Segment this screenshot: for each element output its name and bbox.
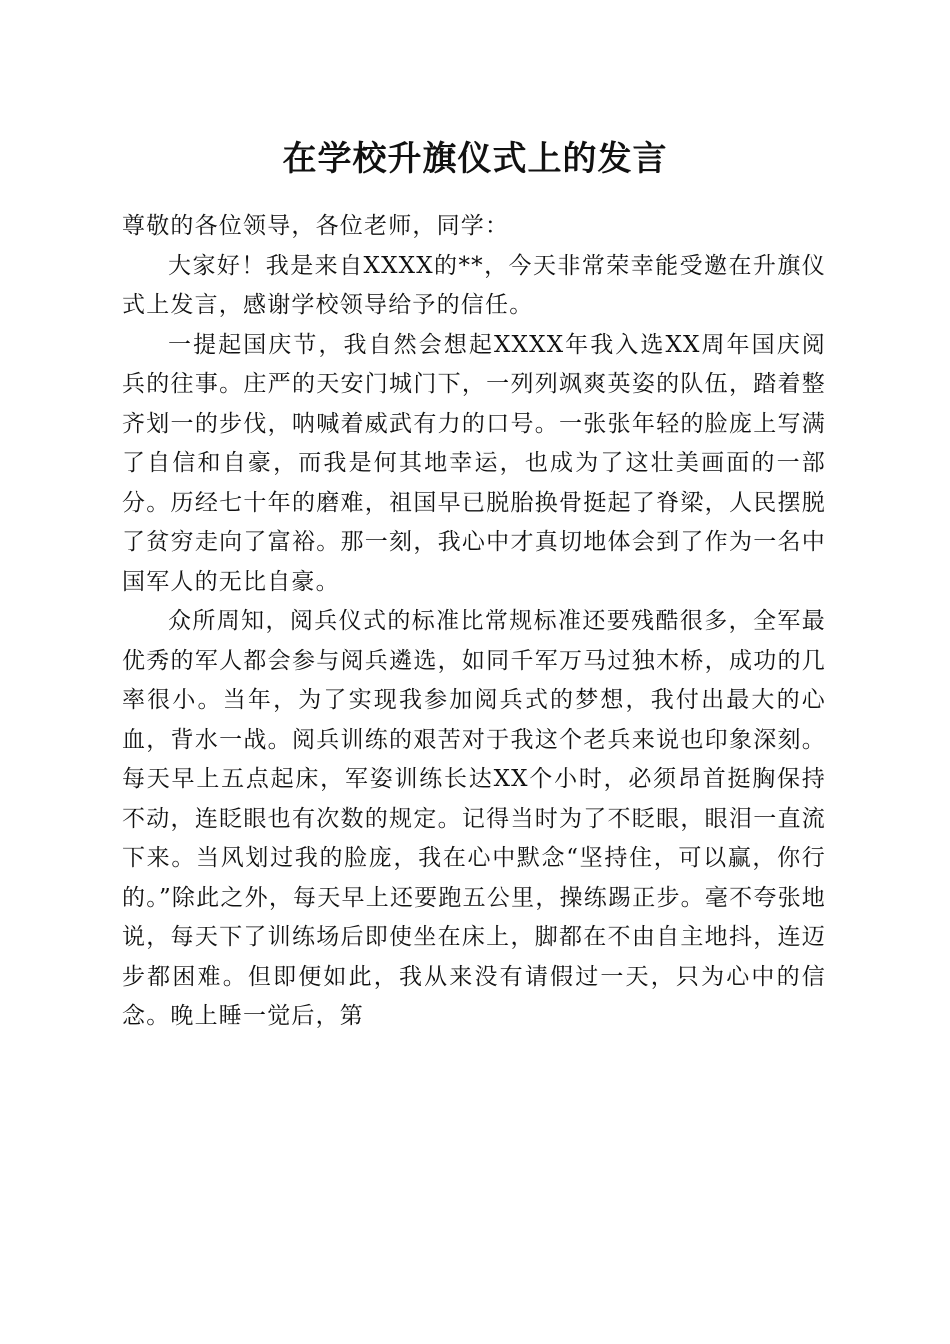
paragraph-greeting: 大家好！我是来自XXXX的**，今天非常荣幸能受邀在升旗仪式上发言，感谢学校领导给予的信任。 — [122, 252, 826, 318]
salutation: 尊敬的各位领导，各位老师，同学： — [122, 213, 510, 239]
document-title: 在学校升旗仪式上的发言 — [282, 139, 668, 179]
document-body — [122, 207, 826, 1037]
paragraph-parade-training: 众所周知，阅兵仪式的标准比常规标准还要残酷很多，全军最优秀的军人都会参与阅兵遴选，如同千军万马过独木桥，成功的几率很小。当年，为了实现我参加阅兵式的梦想，我付出最大的心血，背水一战。阅兵训练的艰苦对于我这个老兵来说也印象深刻。每天早上五点起床，军姿训练长达XX个小时，必须昂首挺胸保持不动，连眨眼也有次数的规定。记得当时为了不眨眼，眼泪一直流下来。当风划过我的脸庞，我在心中默念“坚持住，可以赢，你行的。”除此之外，每天早上还要跑五公里，操练踢正步。毫不夸张地说，每天下了训练场后即使坐在床上，脚都在不由自主地抖，连迈步都困难。但即便如此，我从来没有请假过一天，只为心中的信念。晚上睡一觉后，第 — [122, 608, 826, 1029]
paragraph-national-day-parade: 一提起国庆节，我自然会想起XXXX年我入选XX周年国庆阅兵的往事。庄严的天安门城门下，一列列飒爽英姿的队伍，踏着整齐划一的步伐，呐喊着威武有力的口号。一张张年轻的脸庞上写满了自信和自豪，而我是何其地幸运，也成为了这壮美画面的一部分。历经七十年的磨难，祖国早已脱胎换骨挺起了脊梁，人民摆脱了贫穷走向了富裕。那一刻，我心中才真切地体会到了作为一名中国军人的无比自豪。 — [122, 331, 826, 595]
